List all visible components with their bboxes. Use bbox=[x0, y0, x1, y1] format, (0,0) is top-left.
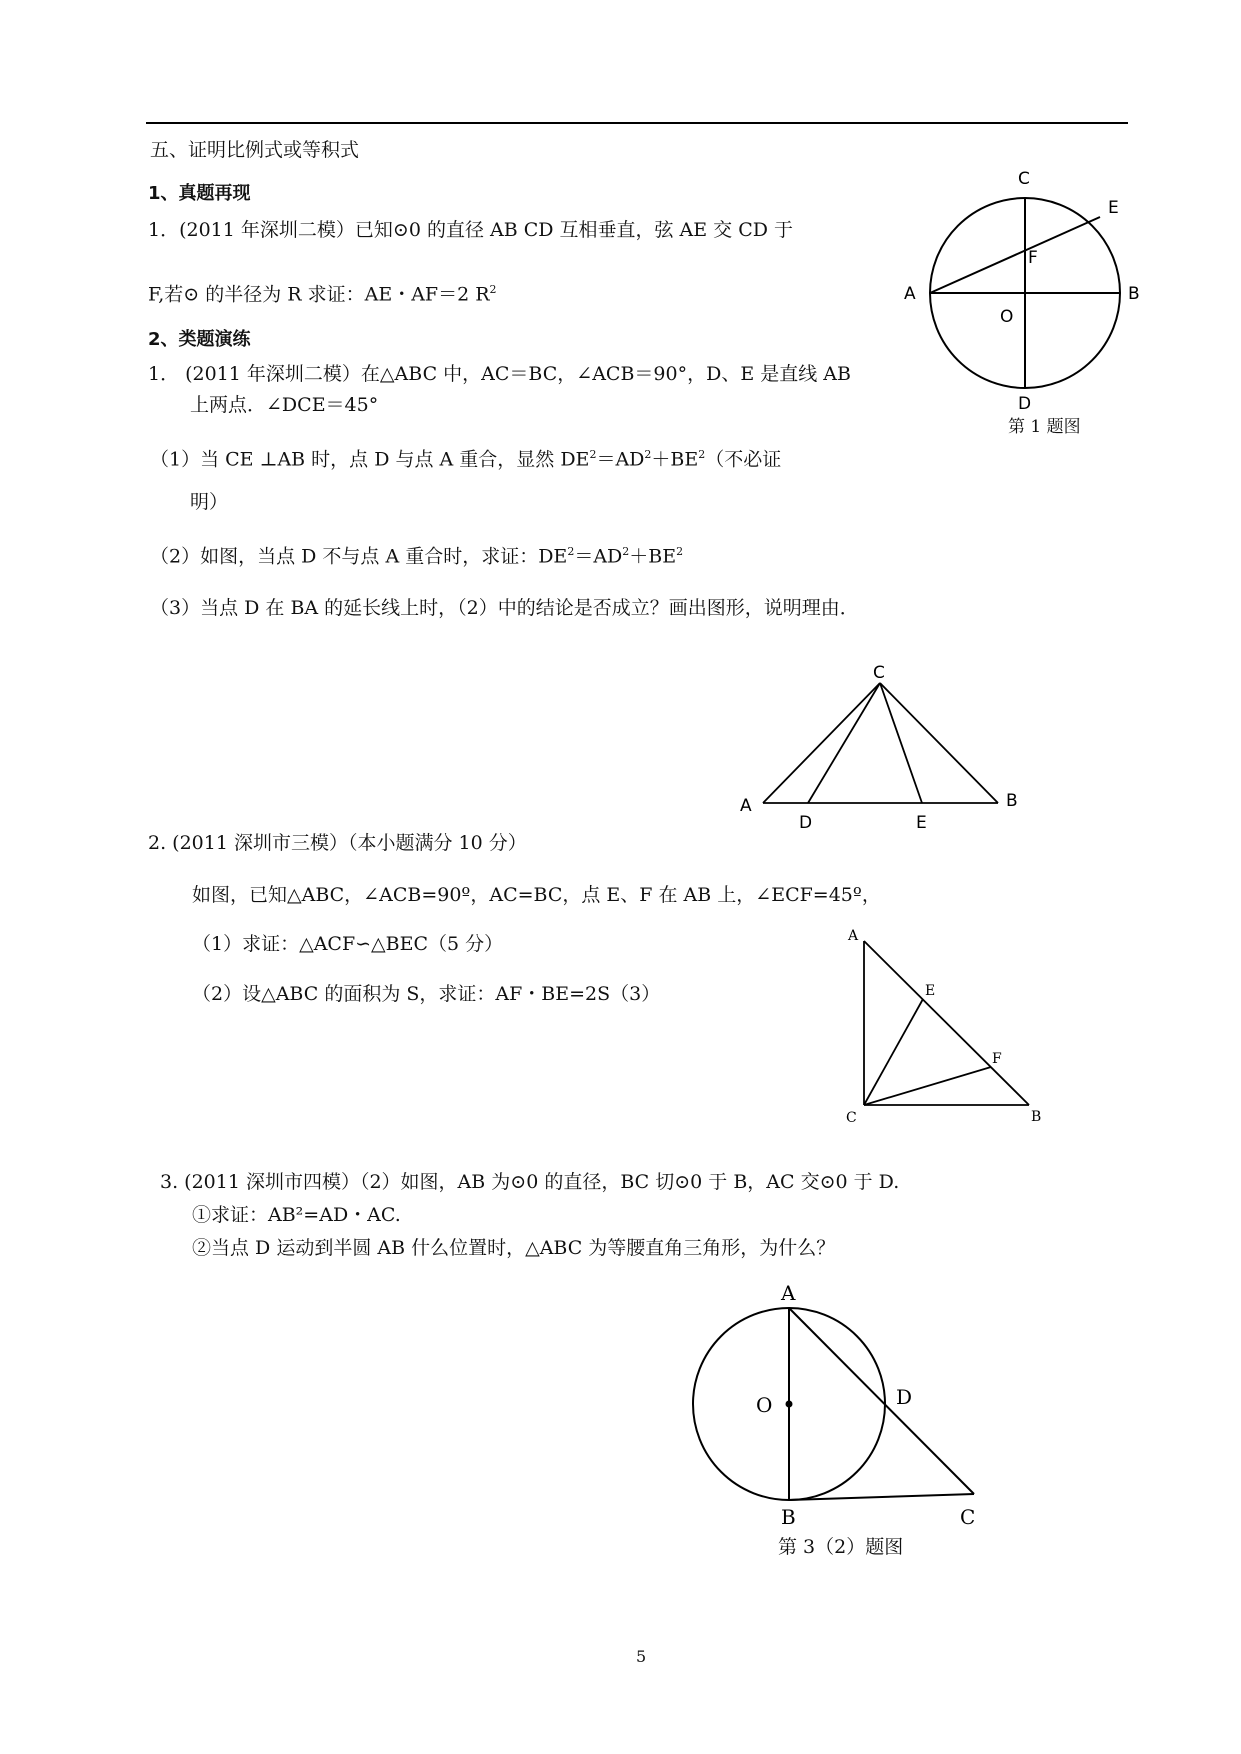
exercise-3-sub2: ②当点 D 运动到半圆 AB 什么位置时，△ABC 为等腰直角三角形，为什么？ bbox=[192, 1237, 836, 1259]
exercise-2-sub1: （1）求证：△ACF∽△BEC（5 分） bbox=[192, 933, 504, 955]
exercise-1-sub3: （3）当点 D 在 BA 的延长线上时，（2）中的结论是否成立？画出图形，说明理由． bbox=[150, 597, 859, 619]
page-number: 5 bbox=[636, 1647, 647, 1666]
triangle-figure-3 bbox=[840, 928, 1050, 1128]
label-d: D bbox=[1018, 394, 1032, 414]
exercise-1-line1: 1． (2011 年深圳二模）在△ABC 中，AC＝BC，∠ACB＝90°，D、E 是直线 AB bbox=[148, 363, 851, 385]
fig2-label-e: E bbox=[916, 813, 927, 833]
exercise-2-line1: 2. (2011 深圳市三模）（本小题满分 10 分） bbox=[148, 832, 527, 854]
fig4-label-o: O bbox=[756, 1393, 773, 1417]
circle-figure-1 bbox=[900, 160, 1160, 420]
header-rule bbox=[146, 122, 1128, 124]
label-c: C bbox=[1018, 169, 1030, 189]
fig2-label-d: D bbox=[799, 813, 813, 833]
triangle-figure-2 bbox=[730, 660, 1050, 840]
circle-tangent-figure-4 bbox=[690, 1270, 1010, 1530]
fig2-label-c: C bbox=[873, 663, 885, 683]
fig3-label-f: F bbox=[992, 1051, 1002, 1067]
problem-1-line2: F,若⊙ 的半径为 R 求证：AE・AF＝2 $R^2$ bbox=[148, 283, 497, 306]
fig3-label-e: E bbox=[925, 983, 936, 999]
label-o: O bbox=[1000, 307, 1014, 327]
exercise-1-sub2: （2）如图，当点 D 不与点 A 重合时，求证：$DE^2=AD^2+BE^2$ bbox=[150, 545, 684, 568]
part1-heading: 1、真题再现 bbox=[148, 183, 251, 204]
exercise-1-sub1: （1）当 CE ⊥AB 时，点 D 与点 A 重合，显然 $DE^2=AD^2+BE^2$（不必证 bbox=[150, 448, 782, 471]
exercise-1-sub1-cont: 明） bbox=[190, 491, 229, 513]
exercise-2-sub2: （2）设△ABC 的面积为 S，求证：AF・BE=2S（3） bbox=[192, 983, 661, 1005]
label-f: F bbox=[1028, 248, 1038, 268]
exercise-3-sub1: ①求证：AB²=AD・AC. bbox=[192, 1204, 401, 1226]
exercise-3-line1: 3. (2011 深圳市四模）（2）如图，AB 为⊙0 的直径，BC 切⊙0 于 B，AC 交⊙0 于 D. bbox=[160, 1171, 900, 1193]
fig2-label-b: B bbox=[1006, 791, 1018, 811]
fig4-label-b: B bbox=[781, 1505, 796, 1529]
fig4-label-c: C bbox=[960, 1505, 976, 1529]
fig2-label-a: A bbox=[740, 796, 752, 816]
problem-1-line1: 1．(2011 年深圳二模）已知⊙0 的直径 AB CD 互相垂直，弦 AE 交 CD 于 bbox=[148, 219, 794, 241]
fig4-label-a: A bbox=[781, 1281, 796, 1305]
part2-heading: 2、类题演练 bbox=[148, 329, 251, 350]
label-a: A bbox=[904, 284, 916, 304]
exercise-1-line2: 上两点．∠DCE＝45° bbox=[190, 394, 379, 416]
label-b: B bbox=[1128, 284, 1140, 304]
fig3-label-c: C bbox=[846, 1110, 857, 1126]
fig4-label-d: D bbox=[896, 1385, 913, 1409]
figure-1-caption: 第 1 题图 bbox=[1008, 417, 1081, 437]
figure-4-caption: 第 3（2）题图 bbox=[778, 1536, 904, 1558]
fig3-label-b: B bbox=[1031, 1109, 1042, 1125]
exercise-2-line2: 如图，已知△ABC，∠ACB=90º，AC=BC，点 E、F 在 AB 上，∠ECF=45º， bbox=[192, 884, 881, 906]
section-title: 五、证明比例式或等积式 bbox=[150, 139, 360, 161]
label-e: E bbox=[1108, 198, 1119, 218]
fig3-label-a: A bbox=[848, 928, 859, 944]
